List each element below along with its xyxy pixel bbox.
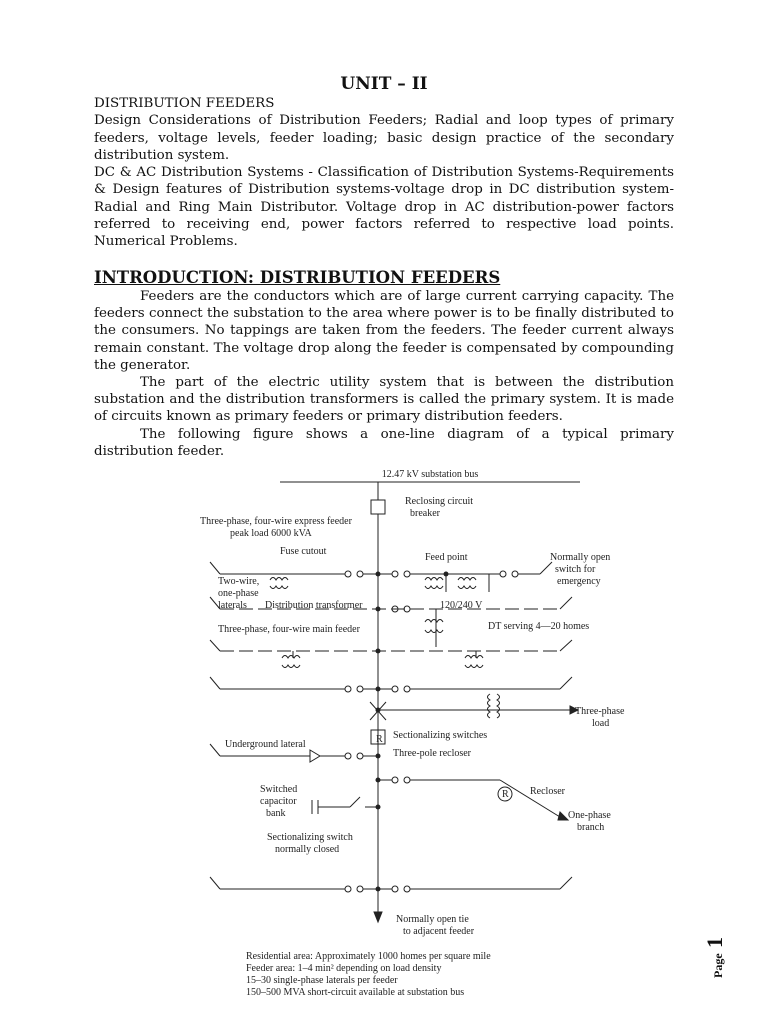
express-label-2: peak load 6000 kVA	[230, 528, 312, 539]
page-label: Page	[711, 953, 725, 978]
note-2: Feeder area: 1–4 min² depending on load density	[246, 963, 442, 974]
intro-para-2: The part of the electric utility system that is between the distribution substation and the distribution transformers is called the primary system. It is made of circuits known as primary feeders or primary distribution feeders.	[94, 375, 674, 425]
page-number-value: 1	[702, 937, 727, 948]
tpload-label-1: Three-phase	[575, 706, 625, 717]
sectsw-label: Sectionalizing switches	[393, 730, 488, 741]
bus-label: 12.47 kV substation bus	[381, 469, 479, 480]
twowire-label-2: one-phase	[218, 588, 259, 599]
swcap-label-2: capacitor	[260, 796, 297, 807]
onephase-label-1: One-phase	[568, 810, 611, 821]
recloser3-label: Three-pole recloser	[393, 748, 472, 759]
dtserving-label: DT serving 4—20 homes	[488, 621, 590, 632]
nopen-label-2: switch for	[555, 564, 596, 575]
twowire-label-3: laterals	[218, 600, 247, 611]
page-number	[700, 918, 728, 978]
feeder-one-line-diagram	[200, 462, 660, 1002]
note-1: Residential area: Approximately 1000 homes per square mile	[246, 951, 491, 962]
syllabus-para-2: DC & AC Distribution Systems - Classification of Distribution Systems-Requirements & Design features of Distribution systems-voltage drop in DC distribution system-Radial and Ring Main Distributor. Voltage drop in AC distribution-power factors referred to receiving end, power factors referred to respective load points. Numerical Problems.	[94, 165, 674, 250]
swcap-label-1: Switched	[260, 784, 298, 795]
reclosing-breaker-box	[371, 500, 385, 514]
dtrans-label: Distribution transformer	[265, 600, 363, 611]
tpload-label-2: load	[592, 718, 610, 729]
twowire-label-1: Two-wire,	[218, 576, 260, 587]
intro-body	[94, 288, 674, 460]
note-4: 150–500 MVA short-circuit available at substation bus	[246, 987, 465, 998]
recloser-symbol-r2: R	[502, 789, 509, 800]
ugl-label: Underground lateral	[225, 739, 306, 750]
intro-para-3: The following figure shows a one-line diagram of a typical primary distribution feeder.	[94, 426, 674, 459]
fuse-label: Fuse cutout	[280, 546, 327, 557]
nopen-label-1: Normally open	[550, 552, 611, 563]
recloser-label: Recloser	[530, 786, 565, 797]
recloser-symbol-r: R	[376, 734, 383, 745]
feedpoint-label: Feed point	[425, 552, 468, 563]
breaker-label-2: breaker	[410, 508, 440, 519]
intro-para-1: Feeders are the conductors which are of large current carrying capacity. The feeders connect the substation to the area where power is to be finally distributed to the consumers. No tappings are taken from the feeders. The feeder current always remain constant. The voltage drop along the feeder is compensated by compounding the generator.	[94, 289, 674, 373]
syllabus-block	[94, 95, 674, 251]
voltage-label: 120/240 V	[440, 600, 483, 611]
mainfeeder-label: Three-phase, four-wire main feeder	[218, 624, 360, 635]
onephase-label-2: branch	[577, 822, 605, 833]
express-label-1: Three-phase, four-wire express feeder	[200, 516, 352, 527]
breaker-label-1: Reclosing circuit	[405, 496, 474, 507]
intro-heading: INTRODUCTION: DISTRIBUTION FEEDERS	[94, 268, 501, 287]
tie-label-2: to adjacent feeder	[403, 926, 475, 937]
note-3: 15–30 single-phase laterals per feeder	[246, 975, 398, 986]
tie-label-1: Normally open tie	[396, 914, 469, 925]
nopen-label-3: emergency	[557, 576, 601, 587]
unit-title: UNIT – II	[340, 74, 428, 94]
sectnc-label-2: normally closed	[275, 844, 340, 855]
syllabus-para-1: Design Considerations of Distribution Feeders; Radial and loop types of primary feeders, voltage levels, feeder loading; basic design practice of the secondary distribution system.	[94, 113, 674, 163]
syllabus-heading: DISTRIBUTION FEEDERS	[94, 96, 275, 111]
sectnc-label-1: Sectionalizing switch	[267, 832, 353, 843]
swcap-label-3: bank	[266, 808, 286, 819]
